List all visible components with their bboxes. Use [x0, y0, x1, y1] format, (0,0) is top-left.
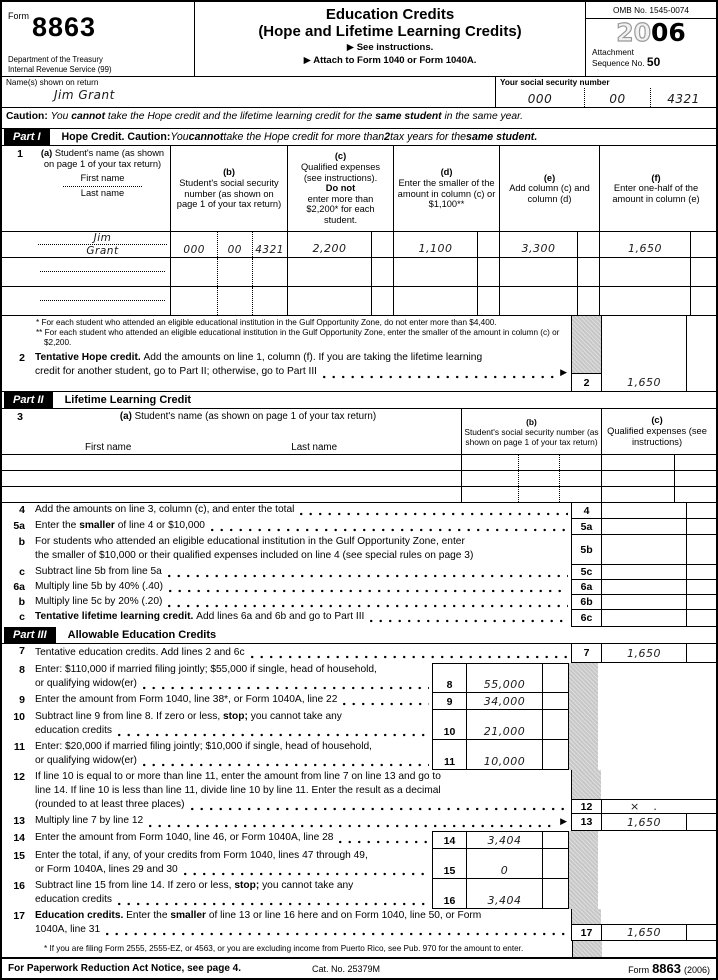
line-13-box-label: 13 [571, 814, 601, 831]
smaller-amount-cents[interactable] [477, 232, 499, 257]
line-4-box-label: 4 [571, 503, 601, 519]
ll-col-b-header: (b) Student's social security number (as shown on page 1 of your tax return) [461, 409, 601, 454]
line-4: 4 Add the amounts on line 3, column (c), and enter the total 4 [2, 503, 716, 519]
line-6a-cents[interactable] [686, 580, 716, 595]
line-5b-box-label: 5b [571, 535, 601, 565]
student-name-cell[interactable] [35, 258, 170, 286]
half-amount-cell[interactable] [599, 258, 690, 286]
student-ssn-cell[interactable]: 000 00 4321 [170, 232, 287, 257]
omb-number: OMB No. 1545-0074 [586, 2, 716, 19]
shaded-strip [568, 740, 598, 770]
ll-expenses-cell[interactable] [601, 455, 674, 470]
part3-footnote-row [2, 941, 716, 957]
line-3-header [2, 409, 716, 455]
ll-expenses-cell[interactable] [601, 487, 674, 502]
part1-footnotes-and-line2 [2, 316, 716, 392]
dot-leader [251, 650, 568, 659]
qualified-expenses-cell[interactable] [287, 258, 371, 286]
dot-leader [343, 697, 429, 706]
added-amount-cell[interactable]: 3,300 [499, 232, 577, 257]
line-5a: 5a Enter the smaller of line 4 or $10,000 5a [2, 519, 716, 535]
catalog-number: Cat. No. 25379M [312, 963, 381, 974]
added-amount-cell[interactable] [499, 287, 577, 315]
line-16-box-label: 16 [432, 879, 466, 909]
part1-chip: Part I [4, 129, 50, 145]
line-2: 2 Tentative Hope credit. Add the amounts on line 1, column (f). If you are taking the lifetime learning credit for another student, go to Part II; otherwise, go to Part III ▶ [2, 351, 571, 380]
line-10-cents[interactable] [542, 710, 568, 740]
ll-student-ssn-cell[interactable] [461, 455, 601, 470]
part3-title: Allowable Education Credits [67, 629, 217, 641]
line-6b-cents[interactable] [686, 595, 716, 610]
shaded-cell [572, 316, 601, 374]
line-14: 14 Enter the amount from Form 1040, line 46, or Form 1040A, line 28 14 3,404 [2, 831, 716, 849]
line-10: 10 Subtract line 9 from line 8. If zero or less, stop; you cannot take any education credits 10 21,000 [2, 710, 716, 740]
line-15-box-label: 15 [432, 849, 466, 879]
ll-student-name-cell[interactable] [35, 455, 461, 470]
col-c-header: (c) Qualified expenses (see instructions). Do not enter more than $2,200* for each student. [287, 146, 393, 231]
ssn-input[interactable]: 000 00 4321 [496, 88, 716, 107]
ll-expenses-cell[interactable] [601, 471, 674, 486]
student-name-cell[interactable] [35, 232, 170, 257]
dot-leader [118, 728, 429, 737]
line-5a-box-label: 5a [571, 519, 601, 535]
added-amount-cents[interactable] [577, 232, 599, 257]
form-title-block [195, 2, 585, 76]
line-8-box-label: 8 [432, 663, 466, 693]
line-16: 16 Subtract line 15 from line 14. If zero or less, stop; you cannot take any education credits 16 3,404 [2, 879, 716, 909]
line-6c-box-label: 6c [571, 610, 601, 627]
ssn-box [495, 77, 716, 107]
half-amount-cell[interactable]: 1,650 [599, 232, 690, 257]
department-lines: Department of the Treasury Internal Revenue Service (99) [8, 55, 112, 74]
form-header [2, 2, 716, 77]
line-8-cents[interactable] [542, 663, 568, 693]
form-word: Form [8, 11, 29, 21]
line-3-number: 3 [17, 411, 23, 423]
ssn-label: Your social security number [500, 78, 610, 87]
line-6a-amount[interactable] [601, 580, 686, 595]
shaded-strip [568, 710, 598, 740]
line-11-box-label: 11 [432, 740, 466, 770]
line-5b: b For students who attended an eligible educational institution in the Gulf Opportunity Zone, enter the smaller of $10,000 or their qualified expenses included on line 4 (see special rules on page 3) 5b [2, 535, 716, 565]
ll-student-ssn-cell[interactable] [461, 471, 601, 486]
attachment-sequence: Attachment Sequence No. 50 [592, 47, 661, 69]
part3-bar [2, 627, 716, 644]
part2-chip: Part II [4, 392, 53, 408]
ll-expenses-cents[interactable] [674, 487, 712, 502]
line-13-amount[interactable]: 1,650 [601, 814, 686, 831]
dot-leader [168, 599, 568, 608]
student-row [2, 287, 716, 316]
line-15-amount[interactable]: 0 [466, 849, 542, 879]
half-amount-cell[interactable] [599, 287, 690, 315]
line-15: 15 Enter the total, if any, of your credits from Form 1040, lines 47 through 49, or Form 1040A, lines 29 and 30 15 0 [2, 849, 716, 879]
line-6b-amount[interactable] [601, 595, 686, 610]
line-4-cents[interactable] [686, 503, 716, 519]
line-17-amount[interactable]: 1,650 [601, 924, 686, 941]
line-14-cents[interactable] [542, 831, 568, 849]
first-name-label: First name [85, 442, 132, 453]
part2-title: Lifetime Learning Credit [64, 394, 192, 406]
dot-leader [106, 927, 568, 936]
form-title: Education Credits [325, 6, 455, 23]
footnote-gulf-2: ** For each student who attended an eligible educational institution in the Gulf Opportunity Zone, enter the smaller of the amount in column (c) or $2,200. [36, 328, 560, 348]
line-13: 13 Multiply line 7 by line 12 ▶ 13 1,650 [2, 814, 716, 831]
line-6c-cents[interactable] [686, 610, 716, 627]
line-8: 8 Enter: $110,000 if married filing jointly; $55,000 if single, head of household, or qualifying widow(er) 8 55,000 [2, 663, 716, 693]
line-2-cents[interactable] [686, 316, 716, 391]
col-f-header: (f) Enter one-half of the amount in column (e) [599, 146, 712, 231]
student-row [2, 258, 716, 287]
line-6a: 6a Multiply line 5b by 40% (.40) 6a [2, 580, 716, 595]
line-12: 12 If line 10 is equal to or more than line 11, enter the amount from line 7 on line 13 and go to line 14. If line 10 is less than line 11, divide line 10 by line 11. Enter the result as a decimal (rounded to at least three places) 12 × . [2, 770, 716, 814]
ll-col-c-header: (c) Qualified expenses (see instructions) [601, 409, 712, 454]
footnote-form2555: * If you are filing Form 2555, 2555-EZ, or 4563, or you are excluding income from Puerto Rico, see Pub. 970 for the amount to enter. [44, 944, 524, 953]
dot-leader [168, 569, 568, 578]
qualified-expenses-cents[interactable] [371, 232, 393, 257]
line-7-box-label: 7 [571, 644, 601, 663]
line-17-cents[interactable] [686, 924, 716, 941]
form-number-block [2, 2, 195, 76]
right-arrow-icon: ▶ [560, 366, 567, 377]
line-10-amount[interactable]: 21,000 [466, 710, 542, 740]
ll-expenses-cents[interactable] [674, 471, 712, 486]
student-name-cell[interactable] [35, 287, 170, 315]
student-ssn-cell[interactable] [170, 287, 287, 315]
line-5b-cents[interactable] [686, 535, 716, 565]
see-instructions-note: ▶ See instructions. [346, 42, 434, 53]
added-amount-cell[interactable] [499, 258, 577, 286]
line-11: 11 Enter: $20,000 if married filing jointly; $10,000 if single, head of household, or qualifying widow(er) 11 10,000 [2, 740, 716, 770]
ll-student-ssn-cell[interactable] [461, 487, 601, 502]
dot-leader [184, 867, 429, 876]
name-label: Name(s) shown on return [6, 78, 99, 87]
line-9-amount[interactable]: 34,000 [466, 693, 542, 710]
line-15-cents[interactable] [542, 849, 568, 879]
part2-bar [2, 392, 716, 409]
col-a-header: (a) Student's name (as shown on page 1 of your tax return) First name Last name [40, 148, 165, 198]
line-2-amount[interactable]: 1,650 [627, 376, 661, 389]
ll-student-row [2, 487, 716, 503]
line-6c-amount[interactable] [601, 610, 686, 627]
tax-year: 2006 [616, 18, 686, 47]
attach-note: ▶ Attach to Form 1040 or Form 1040A. [303, 55, 477, 66]
part3-chip: Part III [4, 627, 56, 643]
smaller-amount-cell[interactable]: 1,100 [393, 232, 477, 257]
line-2-number: 2 [19, 351, 25, 364]
student-first-name[interactable]: Jim [38, 232, 167, 245]
ll-student-name-cell[interactable] [35, 471, 461, 486]
dot-leader [323, 370, 555, 379]
dot-leader [339, 835, 429, 844]
shaded-strip [568, 849, 598, 879]
line-9-cents[interactable] [542, 693, 568, 710]
line-11-amount[interactable]: 10,000 [466, 740, 542, 770]
dot-leader [191, 802, 568, 811]
dot-leader [169, 584, 568, 593]
line-12-box-label: 12 [572, 799, 601, 814]
dot-leader [118, 897, 429, 906]
line-7-amount[interactable]: 1,650 [601, 644, 686, 663]
line-5a-amount[interactable] [601, 519, 686, 535]
line-17: 17 Education credits. Enter the smaller of line 13 or line 16 here and on Form 1040, line 50, or Form 1040A, line 31 17 1,650 [2, 909, 716, 941]
line-16-cents[interactable] [542, 879, 568, 909]
shaded-strip [568, 663, 598, 693]
footnote-gulf-1: * For each student who attended an eligible educational institution in the Gulf Opportunity Zone, do not enter more than $4,400. [36, 318, 497, 327]
smaller-amount-cell[interactable] [393, 287, 477, 315]
line-5c-box-label: 5c [571, 565, 601, 580]
student-ssn-cell[interactable] [170, 258, 287, 286]
line-5a-cents[interactable] [686, 519, 716, 535]
smaller-amount-cell[interactable] [393, 258, 477, 286]
form-subtitle: (Hope and Lifetime Learning Credits) [258, 23, 522, 40]
dot-leader [370, 614, 568, 623]
dot-leader [300, 507, 568, 516]
ll-student-row [2, 455, 716, 471]
form-number: 8863 [32, 12, 97, 42]
line-2-box-label: 2 [583, 376, 590, 389]
multiply-icon: × [630, 800, 640, 813]
line-6a-box-label: 6a [571, 580, 601, 595]
line-7-cents[interactable] [686, 644, 716, 663]
line-4-amount[interactable] [601, 503, 686, 519]
line-16-amount[interactable]: 3,404 [466, 879, 542, 909]
part1-title: Hope Credit. Caution: You cannot take the Hope credit for more than 2 tax years for the same student. [61, 131, 538, 143]
line-11-cents[interactable] [542, 740, 568, 770]
half-amount-cents[interactable] [690, 232, 712, 257]
shaded-strip [572, 770, 601, 799]
dot-leader [149, 819, 555, 828]
line-7: 7 Tentative education credits. Add lines 2 and 6c 7 1,650 [2, 644, 716, 663]
line-5c: c Subtract line 5b from line 5a 5c [2, 565, 716, 580]
right-arrow-icon: ▶ [560, 816, 567, 826]
dot-leader [143, 758, 429, 767]
qualified-expenses-cell[interactable]: 2,200 [287, 232, 371, 257]
qualified-expenses-cell[interactable] [287, 287, 371, 315]
part1-bar [2, 129, 716, 146]
ll-col-a-header: (a) Student's name (as shown on page 1 of your tax return) [119, 411, 377, 422]
line-1-number: 1 [17, 148, 23, 160]
line-6b: b Multiply line 5c by 20% (.20) 6b [2, 595, 716, 610]
name-divider [63, 186, 143, 187]
line-10-box-label: 10 [432, 710, 466, 740]
caution-note: Caution: You cannot take the Hope credit and the lifetime learning credit for the same student in the same year. [2, 108, 716, 129]
line-6c: c Tentative lifetime learning credit. Add lines 6a and 6b and go to Part III 6c [2, 610, 716, 627]
line-17-box-label: 17 [572, 924, 601, 941]
last-name-label: Last name [291, 442, 338, 453]
col-d-header: (d) Enter the smaller of the amount in column (c) or $1,100** [393, 146, 499, 231]
shaded-strip [568, 831, 598, 849]
col-e-header: (e) Add column (c) and column (d) [499, 146, 599, 231]
line-13-cents[interactable] [686, 814, 716, 831]
name-input[interactable]: Jim Grant [54, 88, 115, 102]
student-row [2, 232, 716, 258]
ll-student-row [2, 471, 716, 487]
footer-form-id: Form 8863 (2006) [628, 961, 710, 976]
line-9-box-label: 9 [432, 693, 466, 710]
line-9: 9 Enter the amount from Form 1040, line 38*, or Form 1040A, line 22 9 34,000 [2, 693, 716, 710]
shaded-strip [568, 693, 598, 710]
line-14-amount[interactable]: 3,404 [466, 831, 542, 849]
taxpayer-row [2, 77, 716, 108]
shaded-strip [572, 941, 602, 957]
form-footer [2, 957, 716, 978]
line-5b-amount[interactable] [601, 535, 686, 565]
line-6b-box-label: 6b [571, 595, 601, 610]
line-5c-amount[interactable] [601, 565, 686, 580]
shaded-strip [572, 909, 601, 924]
line-14-box-label: 14 [432, 831, 466, 849]
line-8-amount[interactable]: 55,000 [466, 663, 542, 693]
col-b-header: (b) Student's social security number (as shown on page 1 of your tax return) [170, 146, 287, 231]
line-5c-cents[interactable] [686, 565, 716, 580]
paperwork-notice: For Paperwork Reduction Act Notice, see page 4. [8, 963, 242, 974]
part1-table-header [2, 146, 716, 232]
shaded-strip [568, 879, 598, 909]
dot-leader [143, 681, 429, 690]
ll-expenses-cents[interactable] [674, 455, 712, 470]
ll-student-name-cell[interactable] [35, 487, 461, 502]
omb-block [585, 2, 716, 76]
dot-leader [211, 523, 568, 532]
student-last-name[interactable]: Grant [86, 245, 119, 257]
line-12-decimal[interactable]: × . [601, 799, 716, 814]
